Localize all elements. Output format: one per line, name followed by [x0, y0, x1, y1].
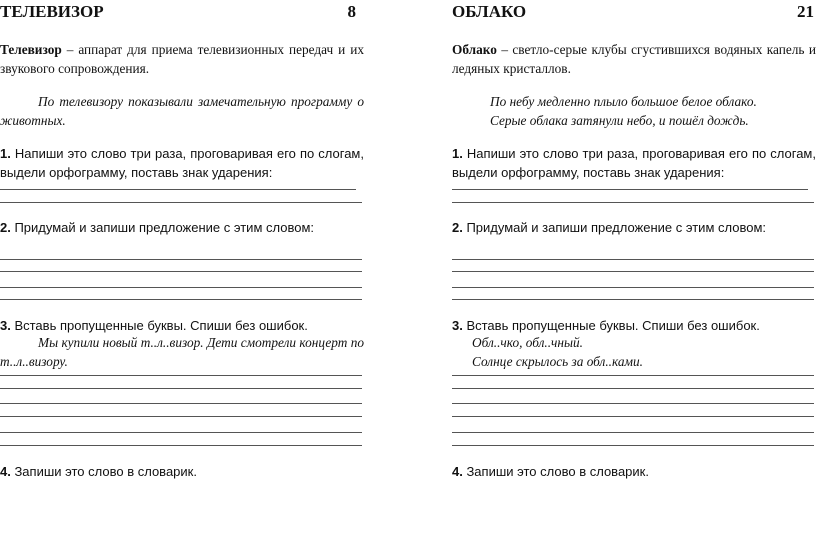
- writing-line[interactable]: [452, 299, 814, 300]
- writing-line[interactable]: [0, 388, 362, 389]
- writing-line[interactable]: [0, 202, 362, 203]
- page-title: ТЕЛЕВИЗОР: [0, 2, 104, 21]
- task-number: 2.: [452, 220, 463, 235]
- writing-line[interactable]: [452, 271, 814, 272]
- writing-line[interactable]: [452, 445, 814, 446]
- definition: [452, 40, 816, 78]
- example-line-2: Серые облака затянули небо, и пошёл дождь.: [490, 113, 749, 128]
- task-number: 1.: [452, 146, 463, 161]
- task-text: Вставь пропущенные буквы. Спиши без ошибок.: [10, 318, 308, 333]
- task-text: Напиши это слово три раза, проговаривая его по слогам, выдели орфограмму, поставь знак ударения:: [0, 146, 364, 180]
- example-sentence: По телевизору показывали замечательную программу о животных.: [0, 94, 364, 128]
- writing-line[interactable]: [452, 375, 814, 376]
- task-number: 4.: [452, 464, 463, 479]
- writing-line[interactable]: [452, 189, 808, 190]
- writing-line[interactable]: [452, 388, 814, 389]
- writing-line[interactable]: [0, 287, 362, 288]
- task-3-line-2: Солнце скрылось за обл..ками.: [472, 354, 643, 369]
- left-header: [0, 2, 364, 22]
- task-number: 3.: [452, 318, 463, 333]
- writing-line[interactable]: [0, 445, 362, 446]
- definition: [0, 40, 364, 78]
- writing-line[interactable]: [452, 287, 814, 288]
- task-3-line-1: Обл..чко, обл..чный.: [472, 335, 583, 350]
- task-text: Вставь пропущенные буквы. Спиши без ошибок.: [462, 318, 760, 333]
- task-2: [0, 218, 364, 237]
- writing-line[interactable]: [452, 202, 814, 203]
- page-number: 8: [347, 2, 356, 21]
- writing-line[interactable]: [0, 271, 362, 272]
- page-title: ОБЛАКО: [452, 2, 527, 21]
- task-text: Придумай и запиши предложение с этим словом:: [10, 220, 314, 235]
- task-number: 1.: [0, 146, 11, 161]
- task-1: [452, 144, 816, 182]
- writing-line[interactable]: [0, 375, 362, 376]
- task-text: Придумай и запиши предложение с этим словом:: [462, 220, 766, 235]
- writing-line[interactable]: [0, 432, 362, 433]
- task-number: 3.: [0, 318, 11, 333]
- writing-line[interactable]: [0, 416, 362, 417]
- task-text: Напиши это слово три раза, проговаривая его по слогам, выдели орфограмму, поставь знак ударения:: [452, 146, 816, 180]
- writing-line[interactable]: [452, 432, 814, 433]
- writing-line[interactable]: [0, 299, 362, 300]
- example-line-1: По небу медленно плыло большое белое облако.: [490, 94, 757, 109]
- task-4: [0, 462, 364, 481]
- definition-text: – аппарат для приема телевизионных передач и их звукового сопровождения.: [0, 42, 364, 76]
- definition-word: Облако: [452, 42, 497, 57]
- task-4: [452, 462, 816, 481]
- task-3-exercise: Мы купили новый т..л..визор. Дети смотрели концерт по т..л..визору.: [0, 335, 364, 369]
- page-number: 21: [797, 2, 814, 21]
- writing-line[interactable]: [0, 403, 362, 404]
- right-page: [452, 0, 816, 537]
- task-2: [452, 218, 816, 237]
- definition-text: – светло-серые клубы сгустившихся водяных капель и ледяных кристаллов.: [452, 42, 816, 76]
- left-page: [0, 0, 364, 537]
- task-text: Запиши это слово в словарик.: [462, 464, 649, 479]
- writing-line[interactable]: [452, 259, 814, 260]
- task-number: 2.: [0, 220, 11, 235]
- task-number: 4.: [0, 464, 11, 479]
- writing-line[interactable]: [0, 259, 362, 260]
- definition-word: Телевизор: [0, 42, 62, 57]
- task-1: [0, 144, 364, 182]
- writing-line[interactable]: [0, 189, 356, 190]
- writing-line[interactable]: [452, 403, 814, 404]
- right-header: [452, 2, 816, 22]
- writing-line[interactable]: [452, 416, 814, 417]
- task-text: Запиши это слово в словарик.: [10, 464, 197, 479]
